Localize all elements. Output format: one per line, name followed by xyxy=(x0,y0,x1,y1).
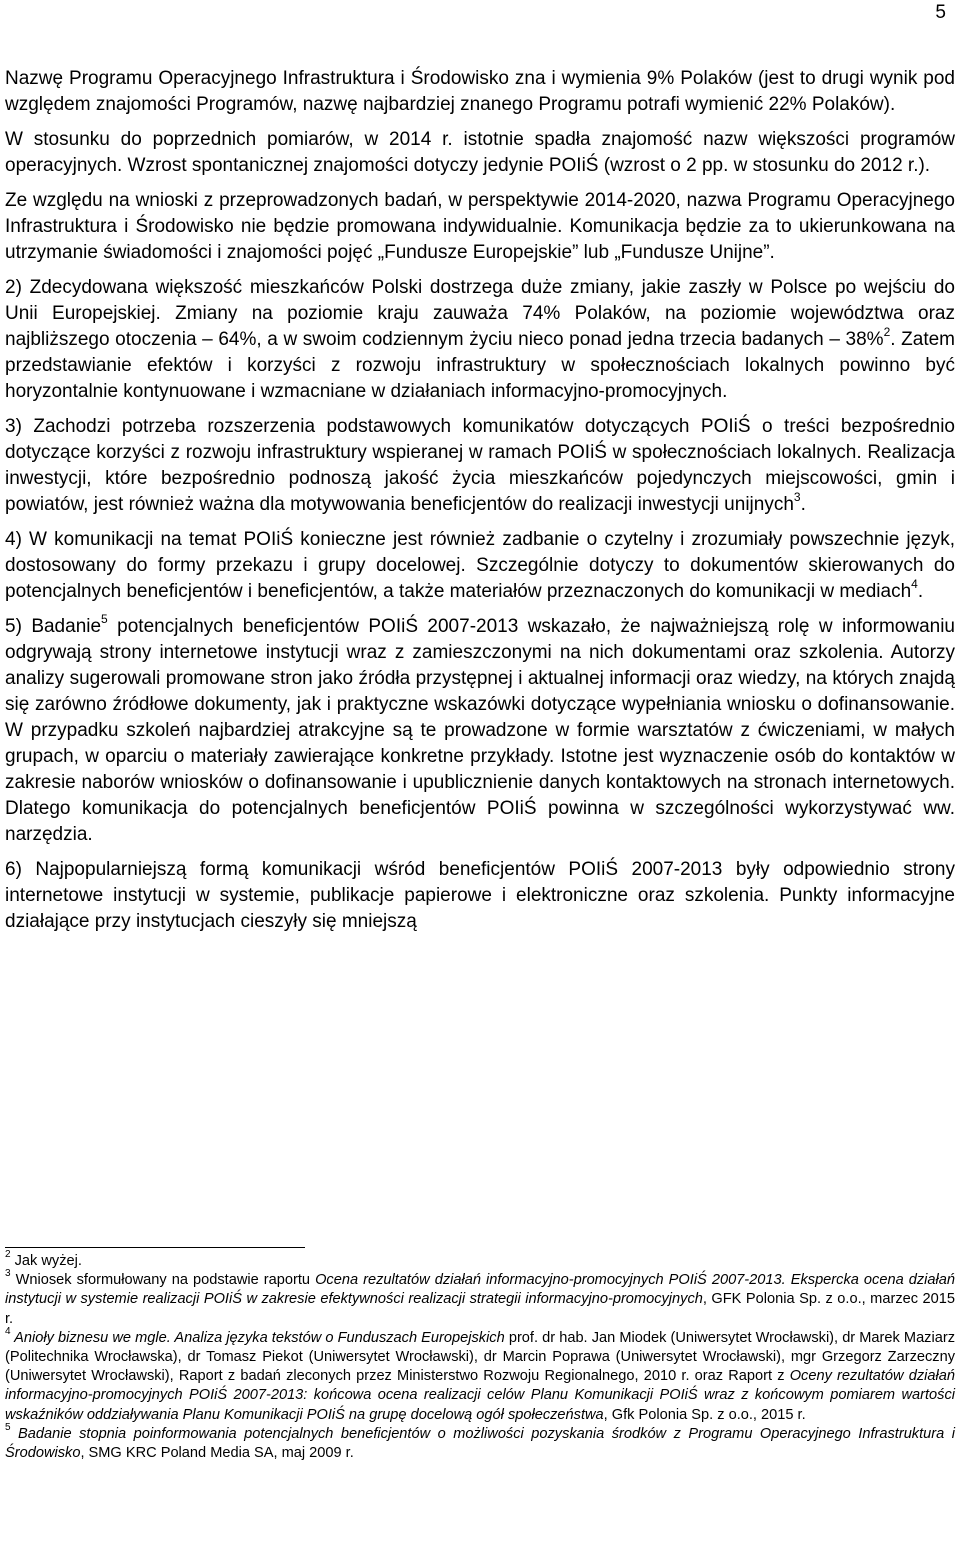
footnote-2-text: Jak wyżej. xyxy=(10,1253,82,1269)
footnote-5-title: Badanie stopnia poinformowania potencjalnych beneficjentów o możliwości pozyskania środków z Programu Operacyjnego Infrastruktura i Środowisko xyxy=(5,1425,955,1462)
footnote-3-number: 3 xyxy=(5,1268,11,1280)
paragraph-2: W stosunku do poprzednich pomiarów, w 2014 r. istotnie spadła znajomość nazw większości programów operacyjnych. Wzrost spontanicznej znajomości dotyczy jedynie POIiŚ (wzrost o 2 pp. w stosunku do 2012 r.). xyxy=(5,129,955,176)
footnote-ref-2: 2 xyxy=(883,324,891,339)
footnote-3-text-a: Wniosek sformułowany na podstawie raportu xyxy=(10,1272,316,1289)
paragraph-7-text-b: potencjalnych beneficjentów POIiŚ 2007-2013 wskazało, że najważniejszą rolę w informowaniu odgrywają strony internetowe instytucji wraz z zamieszczonymi na nich dokumentami oraz szkolenia. Autorzy analizy sugerowali promowane stron jako źródła przystępnej i aktualnej informacji oraz wiedzy, na których znajdą się zarówno źródłowe dokumenty, jak i praktyczne wskazówki dotyczące wypełniania wniosku o dofinansowanie. W przypadku szkoleń najbardziej atrakcyjne są te prowadzone w formie warsztatów z ćwiczeniami, w małych grupach, w oparciu o materiały zawierające konkretne przykłady. Istotne jest wyznaczenie osób do kontaktów w zakresie naborów wniosków o dofinansowanie i upublicznienie danych kontaktowych na stronach internetowych. Dlatego komunikacja do potencjalnych beneficjentów POIiŚ powinna w szczególności wykorzystywać ww. narzędzia. xyxy=(5,616,955,845)
footnote-separator xyxy=(5,1247,305,1248)
paragraph-4 xyxy=(5,275,955,405)
footnote-3 xyxy=(5,1268,955,1329)
paragraph-5 xyxy=(5,414,955,518)
footnote-4-number: 4 xyxy=(5,1325,11,1337)
paragraph-6-text-a: 4) W komunikacji na temat POIiŚ konieczne jest również zadbanie o czytelny i zrozumiały powszechnie język, dostosowany do formy przekazu i grupy docelowej. Szczególnie dotyczy to dokumentów skierowanych do potencjalnych beneficjentów i beneficjentów, a także materiałów przeznaczonych do komunikacji w mediach xyxy=(5,529,955,602)
footnote-5-number: 5 xyxy=(5,1421,11,1433)
footnote-5 xyxy=(5,1421,955,1463)
footnote-3-title: Ocena rezultatów działań informacyjno-promocyjnych POIiŚ 2007-2013. Ekspercka ocena działań instytucji w systemie realizacji POIiŚ w zakresie efektywności realizacji strategii informacyjno-promocyjnych xyxy=(5,1272,955,1308)
footnote-5-text-b: , SMG KRC Poland Media SA, maj 2009 r. xyxy=(80,1445,354,1462)
footnotes xyxy=(5,1247,955,1463)
main-text xyxy=(5,66,955,935)
footnote-2-number: 2 xyxy=(5,1249,11,1261)
paragraph-7 xyxy=(5,611,955,848)
paragraph-7-text-a: 5) Badanie xyxy=(5,616,102,637)
paragraph-8: 6) Najpopularniejszą formą komunikacji wśród beneficjentów POIiŚ 2007-2013 były odpowiednio strony internetowe instytucji w systemie, publikacje papierowe i elektroniczne oraz szkolenia. Punkty informacyjne działające przy instytucjach cieszyły się mniejszą xyxy=(5,859,955,932)
page-number: 5 xyxy=(935,2,946,23)
footnote-4 xyxy=(5,1325,955,1425)
paragraph-1: Nazwę Programu Operacyjnego Infrastruktura i Środowisko zna i wymienia 9% Polaków (jest to drugi wynik pod względem znajomości Programów, nazwę najbardziej znanego Programu potrafi wymienić 22% Polaków). xyxy=(5,68,955,115)
paragraph-5-text-a: 3) Zachodzi potrzeba rozszerzenia podstawowych komunikatów dotyczących POIiŚ o treści bezpośrednio dotyczące korzyści z rozwoju infrastruktury wspieranej w ramach POIiŚ w społecznościach lokalnych. Realizacja inwestycji, które bezpośrednio podnoszą jakość życia mieszkańców pojedynczych miejscowości, gmin i powiatów, jest również ważna dla motywowania beneficjentów do realizacji inwestycji unijnych xyxy=(5,416,955,515)
footnote-ref-5: 5 xyxy=(101,611,108,626)
footnote-2 xyxy=(5,1249,955,1271)
footnote-ref-3: 3 xyxy=(793,489,801,504)
footnote-3-text-b: , GFK Polonia Sp. z o.o., marzec 2015 r. xyxy=(5,1291,955,1327)
paragraph-3: Ze względu na wnioski z przeprowadzonych badań, w perspektywie 2014-2020, nazwa Programu Operacyjnego Infrastruktura i Środowisko nie będzie promowana indywidualnie. Komunikacja będzie za to ukierunkowana na utrzymanie świadomości i znajomości pojęć „Fundusze Europejskie” lub „Fundusze Unijne”. xyxy=(5,190,955,263)
paragraph-4-text-a: 2) Zdecydowana większość mieszkańców Polski dostrzega duże zmiany, jakie zaszły w Polsce po wejściu do Unii Europejskiej. Zmiany na poziomie kraju zauważa 74% Polaków, na poziomie województwa oraz najbliższego otoczenia – 64%, a w swoim codziennym życiu nieco ponad jedna trzecia badanych – 38% xyxy=(5,277,955,350)
footnote-ref-4: 4 xyxy=(911,576,918,591)
paragraph-5-text-b: . xyxy=(800,494,806,515)
footnote-4-title-2: Oceny rezultatów działań informacyjno-promocyjnych POIiŚ 2007-2013: końcowa ocena realizacji celów Planu Komunikacji POIiŚ wraz z końcowym pomiarem wartości wskaźników oddziaływania Planu Komunikacji POIiŚ na grupę docelową ogół społeczeństwa xyxy=(5,1368,955,1423)
paragraph-6 xyxy=(5,527,955,605)
footnote-4-text-a: prof. dr hab. Jan Miodek (Uniwersytet Wrocławski), dr Marek Maziarz (Politechnika Wrocławska), dr Tomasz Piekot (Uniwersytet Wrocławski), dr Marcin Poprawa (Uniwersytet Wrocławski), mgr Grzegorz Zarzeczny (Uniwersytet Wrocławski), Raport z badań zleconych przez Ministerstwo Rozwoju Regionalnego, 2010 r. oraz Raport z xyxy=(5,1329,955,1385)
paragraph-4-text-b: . Zatem przedstawianie efektów i korzyści z rozwoju infrastruktury w społecznościach lokalnych powinno być horyzontalnie kontynuowane i wzmacniane w działaniach informacyjno-promocyjnych. xyxy=(5,329,956,402)
footnote-4-text-b: , Gfk Polonia Sp. z o.o., 2015 r. xyxy=(603,1406,806,1423)
footnote-4-title-1: Anioły biznesu we mgle. Analiza języka tekstów o Funduszach Europejskich xyxy=(10,1329,505,1346)
paragraph-6-text-b: . xyxy=(917,581,924,602)
